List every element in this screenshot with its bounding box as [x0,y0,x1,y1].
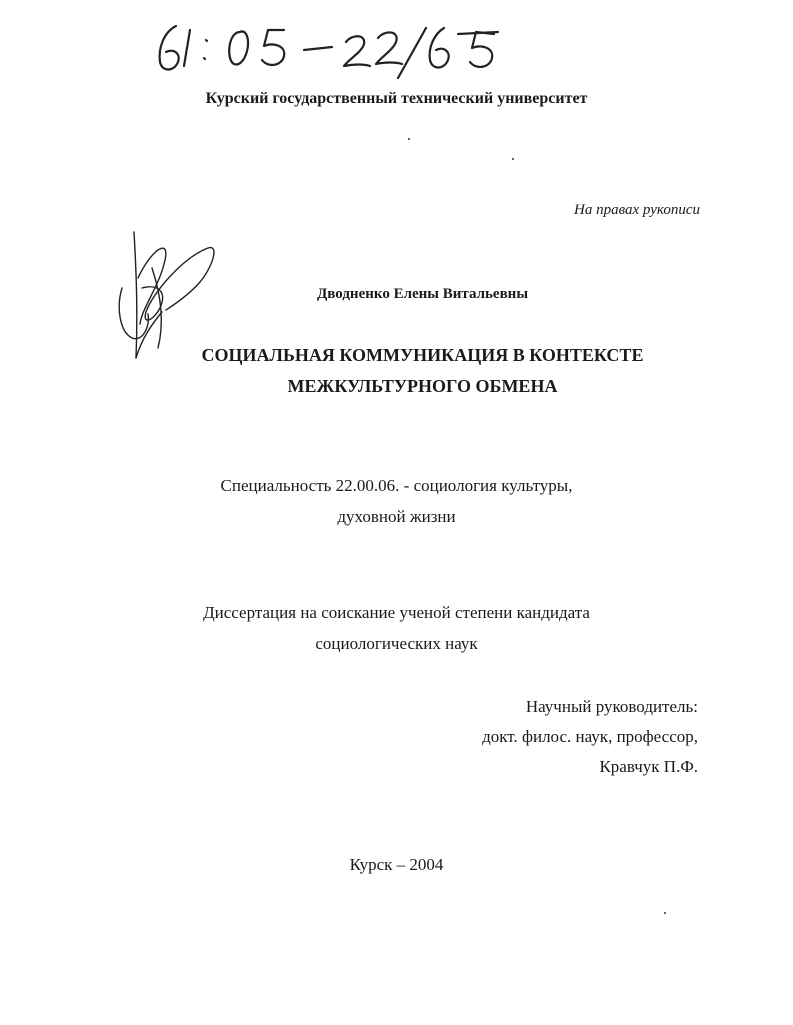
scan-speck [664,912,666,914]
specialty-line-1: Специальность 22.00.06. - социология культуры, [220,476,573,495]
advisor-label: Научный руководитель: [525,697,698,716]
specialty-line-2: духовной жизни [337,507,456,526]
specialty [0,470,793,532]
city-year: Курск – 2004 [349,855,444,874]
degree-line-2: социологических наук [315,634,478,653]
advisor-degree: докт. филос. наук, профессор, [482,727,698,746]
author-name: Дводненко Елены Витальевны [316,286,529,302]
degree-statement [0,597,793,659]
manuscript-rights-note: На правах рукописи [574,202,700,218]
degree-line-1: Диссертация на соискание ученой степени кандидата [203,603,590,622]
title-line-2: МЕЖКУЛЬТУРНОГО ОБМЕНА [287,376,558,396]
handwritten-archive-code [148,14,518,84]
title-line-1: СОЦИАЛЬНАЯ КОММУНИКАЦИЯ В КОНТЕКСТЕ [201,345,644,365]
scan-speck [408,138,410,140]
dissertation-title [0,340,793,402]
scientific-advisor [482,692,698,782]
scan-speck [512,158,514,160]
advisor-name: Кравчук П.Ф. [599,757,698,776]
university-name: Курский государственный технический университет [205,90,588,107]
